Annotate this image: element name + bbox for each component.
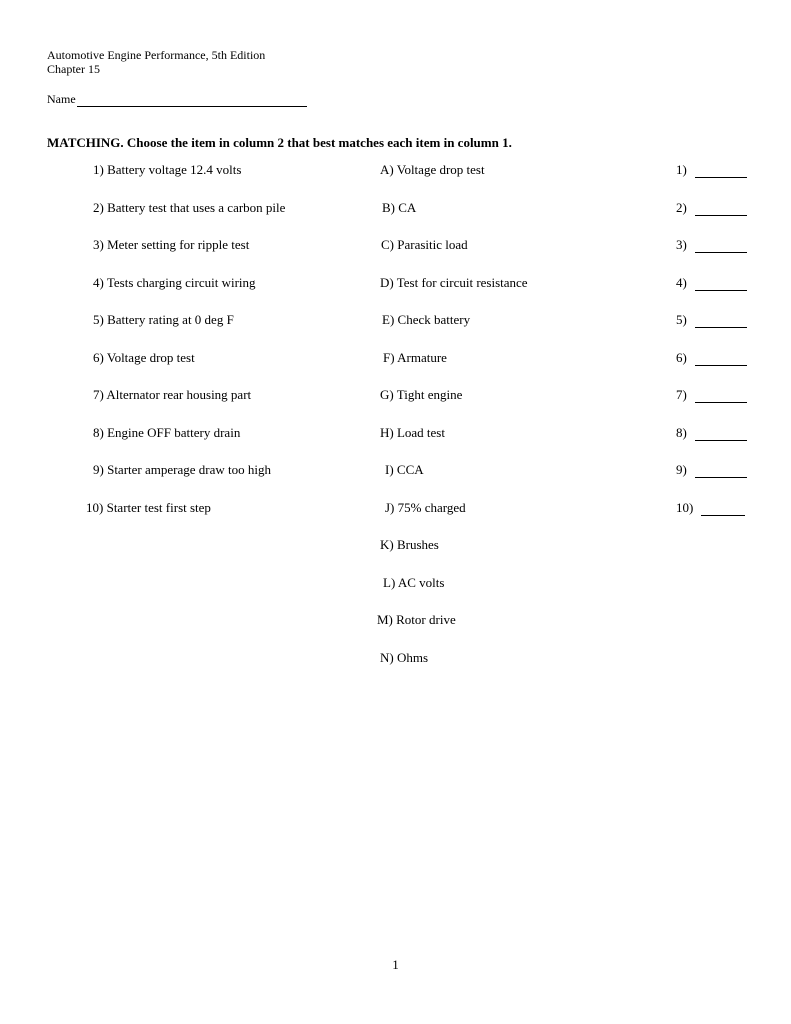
column2-item: F) Armature	[383, 350, 447, 365]
column2-item: B) CA	[382, 200, 417, 215]
column2-item: N) Ohms	[380, 650, 429, 665]
answer-blank[interactable]	[695, 201, 747, 216]
column2-item: L) AC volts	[383, 575, 445, 590]
column2-item: D) Test for circuit resistance	[380, 275, 528, 290]
name-blank	[77, 94, 307, 107]
answer-blank-row[interactable]: 4)	[676, 275, 747, 291]
answer-blank[interactable]	[701, 501, 745, 516]
column1-item: 4) Tests charging circuit wiring	[93, 275, 256, 290]
answer-blank-row[interactable]: 9)	[676, 462, 747, 478]
answer-blank-row[interactable]: 10)	[676, 500, 745, 516]
answer-blank[interactable]	[695, 351, 747, 366]
column1-item: 6) Voltage drop test	[93, 350, 195, 365]
column1-item: 9) Starter amperage draw too high	[93, 462, 271, 477]
answer-blank[interactable]	[695, 426, 747, 441]
answer-blank-row[interactable]: 1)	[676, 162, 747, 178]
page-number: 1	[392, 957, 399, 972]
instructions: MATCHING. Choose the item in column 2 that best matches each item in column 1.	[47, 135, 512, 150]
answer-blank-row[interactable]: 5)	[676, 312, 747, 328]
column2-item: H) Load test	[380, 425, 445, 440]
column2-item: K) Brushes	[380, 537, 439, 552]
answer-blank[interactable]	[695, 463, 747, 478]
column1-item: 1) Battery voltage 12.4 volts	[93, 162, 242, 177]
column2-item: E) Check battery	[382, 312, 471, 327]
column2-item: C) Parasitic load	[381, 237, 468, 252]
name-label: Name	[47, 92, 76, 106]
column1-item: 7) Alternator rear housing part	[93, 387, 252, 402]
answer-blank[interactable]	[695, 276, 747, 291]
answer-blank-row[interactable]: 2)	[676, 200, 747, 216]
column1-item: 3) Meter setting for ripple test	[93, 237, 250, 252]
chapter-label: Chapter 15	[47, 62, 100, 76]
answer-blank[interactable]	[695, 313, 747, 328]
column1-item: 2) Battery test that uses a carbon pile	[93, 200, 286, 215]
answer-blank[interactable]	[695, 238, 747, 253]
column1-item: 10) Starter test first step	[86, 500, 211, 515]
document-header	[47, 48, 265, 76]
column2-item: G) Tight engine	[380, 387, 463, 402]
answer-blank-row[interactable]: 3)	[676, 237, 747, 253]
column2-item: A) Voltage drop test	[380, 162, 485, 177]
column1-item: 5) Battery rating at 0 deg F	[93, 312, 234, 327]
answer-blank-row[interactable]: 7)	[676, 387, 747, 403]
answer-blank[interactable]	[695, 163, 747, 178]
answer-blank-row[interactable]: 6)	[676, 350, 747, 366]
book-title: Automotive Engine Performance, 5th Edition	[47, 48, 266, 62]
column1-item: 8) Engine OFF battery drain	[93, 425, 241, 440]
column2-item: J) 75% charged	[385, 500, 466, 515]
column2-item: M) Rotor drive	[377, 612, 456, 627]
answer-blank[interactable]	[695, 388, 747, 403]
column2-item: I) CCA	[385, 462, 424, 477]
name-field	[47, 92, 307, 107]
answer-blank-row[interactable]: 8)	[676, 425, 747, 441]
